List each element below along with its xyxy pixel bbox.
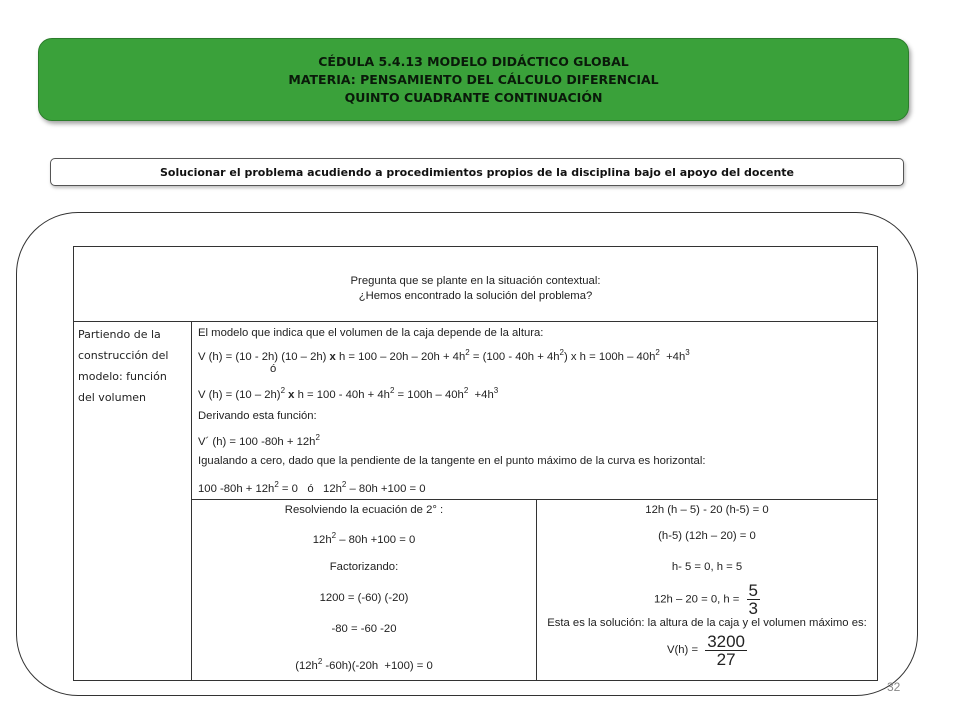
instruction-text: Solucionar el problema acudiendo a procedimientos propios de la disciplina bajo el apoyo del docente (159, 165, 795, 179)
banner-quadrant: QUINTO CUADRANTE CONTINUACIÓN (344, 89, 603, 105)
max-volume-denominator: 27 (716, 649, 736, 669)
derivative: V´ (h) = 100 $-80h + 12h^2$ (198, 433, 320, 448)
volume-expansion: V (h) = (10 - 2h) (10 – 2h) x $h = 100 - 20h - 20h + 4h^2 = (100 - 40h + 4h^2)$ x $h = 100h - 40h^2 +4h^3$ (198, 348, 690, 363)
instruction-bar (50, 158, 904, 186)
page-number: 32 (887, 680, 901, 694)
question-cell (74, 247, 878, 322)
sum-check: -80 = -60 -20 (331, 623, 397, 635)
solution-cell (192, 500, 878, 681)
max-volume (537, 630, 877, 670)
max-volume-numerator: 3200 (707, 631, 746, 651)
model-intro: El modelo que indica que el volumen de la caja depende de la altura: (198, 327, 544, 339)
equal-zero-label: Igualando a cero, dado que la pendiente de la tangente en el punto máximo de la curva es horizontal: (198, 455, 706, 467)
model-cell (192, 322, 878, 500)
volume-compact: V (h) = (10 – 2h)$^2$ x $h = 100 - 40h + 4h^2 = 100h - 40h^2 +4h^3$ (198, 386, 499, 401)
quadratic-column (192, 500, 537, 680)
root-two-text: 12h – 20 = 0, h = (653, 593, 740, 606)
or-label: ó (270, 363, 277, 375)
header-banner (38, 38, 909, 121)
quadratic-equation: $12h^2 - 80h +100 = 0$ (312, 531, 416, 546)
product-check: 1200 = (-60) (-20) (319, 592, 409, 604)
equal-zero-equation: 100 $-80h + 12h^2 = 0$ ó $12h^2 - 80h +100 = 0$ (198, 480, 426, 495)
root-one: h- 5 = 0, h = 5 (671, 561, 743, 573)
section-label: Partiendo de la construcción del modelo: función del volumen (74, 322, 192, 681)
factored-roots: (h-5) (12h – 20) = 0 (658, 530, 756, 542)
max-volume-fraction (705, 633, 747, 668)
root-two-fraction (747, 582, 760, 617)
root-two-numerator: 5 (748, 581, 759, 600)
max-volume-label: V(h) = (666, 644, 699, 656)
question-prompt: Pregunta que se plante en la situación contextual: (350, 275, 601, 287)
banner-title: CÉDULA 5.4.13 MODELO DIDÁCTICO GLOBAL (318, 53, 629, 69)
derive-label: Derivando esta función: (198, 410, 317, 422)
quadratic-title: Resolviendo la ecuación de 2° : (284, 504, 444, 516)
common-factor: 12h (h – 5) - 20 (h-5) = 0 (645, 504, 769, 516)
root-two-denominator: 3 (748, 599, 759, 618)
roots-column (537, 500, 878, 680)
banner-subject: MATERIA: PENSAMIENTO DEL CÁLCULO DIFERENCIAL (288, 71, 659, 87)
solution-table (73, 246, 878, 681)
root-two (537, 582, 877, 616)
conclusion-text: Esta es la solución: la altura de la caja y el volumen máximo es: (547, 617, 867, 629)
factored-form: ($12h^2$ -60h)(-20h +100) = 0 (295, 657, 433, 672)
factor-label: Factorizando: (329, 561, 399, 573)
question-text: ¿Hemos encontrado la solución del problema? (358, 290, 593, 302)
